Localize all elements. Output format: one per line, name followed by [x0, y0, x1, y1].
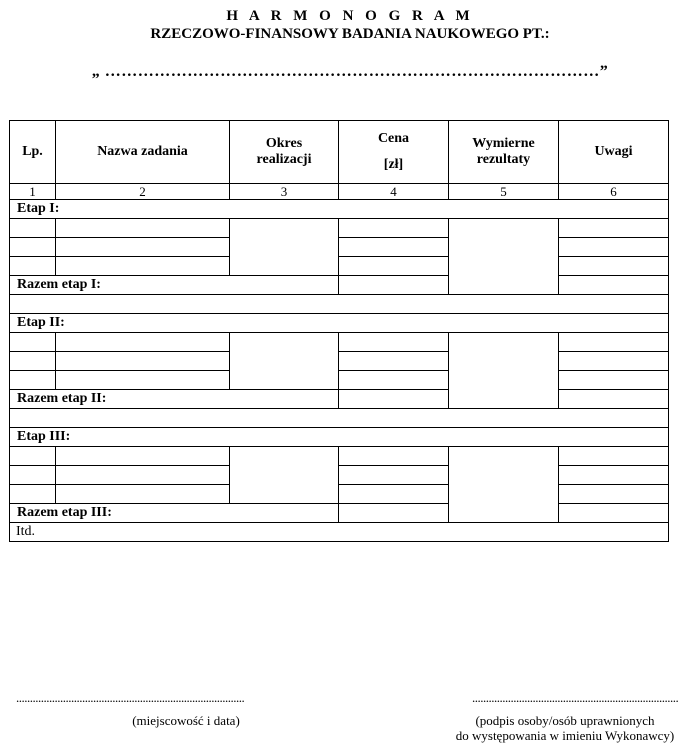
cell-uwagi[interactable]	[559, 257, 669, 276]
table-row	[10, 238, 669, 257]
column-number: 6	[559, 184, 669, 200]
column-number: 3	[230, 184, 339, 200]
cell-uwagi[interactable]	[559, 352, 669, 371]
cell-nazwa[interactable]	[56, 219, 230, 238]
table-row	[10, 485, 669, 504]
cell-uwagi[interactable]	[559, 447, 669, 466]
stage-total-cena[interactable]	[339, 504, 449, 523]
cell-nazwa[interactable]	[56, 352, 230, 371]
cell-nazwa[interactable]	[56, 371, 230, 390]
cell-uwagi[interactable]	[559, 333, 669, 352]
schedule-table	[9, 120, 669, 542]
cell-cena[interactable]	[339, 257, 449, 276]
cell-cena[interactable]	[339, 466, 449, 485]
cell-lp[interactable]	[10, 352, 56, 371]
cell-lp[interactable]	[10, 485, 56, 504]
signature-line[interactable]: ...........................................................................	[472, 690, 678, 705]
cell-uwagi[interactable]	[559, 485, 669, 504]
cell-lp[interactable]	[10, 447, 56, 466]
cell-rezultaty[interactable]	[449, 447, 559, 523]
column-header-cena	[339, 121, 449, 184]
stage-total-label: Razem etap III:	[10, 504, 339, 523]
stage-total-row	[10, 504, 669, 523]
table-row	[10, 466, 669, 485]
column-number: 1	[10, 184, 56, 200]
etc-row	[10, 523, 669, 542]
table-row	[10, 447, 669, 466]
cell-rezultaty[interactable]	[449, 333, 559, 409]
cell-lp[interactable]	[10, 333, 56, 352]
topic-placeholder: „ ………………………………………………………………………………”	[91, 63, 609, 80]
stage-label: Etap III:	[10, 428, 669, 447]
cell-cena[interactable]	[339, 352, 449, 371]
stage-total-label: Razem etap II:	[10, 390, 339, 409]
cell-nazwa[interactable]	[56, 238, 230, 257]
cell-cena[interactable]	[339, 238, 449, 257]
cell-nazwa[interactable]	[56, 447, 230, 466]
column-header-rezultaty	[449, 121, 559, 184]
stage-total-uwagi[interactable]	[559, 390, 669, 409]
spacer-cell	[10, 409, 669, 428]
cell-cena[interactable]	[339, 485, 449, 504]
spacer-row	[10, 409, 669, 428]
stage-label: Etap II:	[10, 314, 669, 333]
cell-okres[interactable]	[230, 447, 339, 504]
table-row	[10, 333, 669, 352]
stage-header-row	[10, 200, 669, 219]
cell-uwagi[interactable]	[559, 219, 669, 238]
document-subtitle: RZECZOWO-FINANSOWY BADANIA NAUKOWEGO PT.:	[150, 26, 550, 42]
cell-nazwa[interactable]	[56, 466, 230, 485]
table-row	[10, 219, 669, 238]
cell-cena[interactable]	[339, 219, 449, 238]
cell-cena[interactable]	[339, 447, 449, 466]
cell-lp[interactable]	[10, 466, 56, 485]
signature-caption-line: do występowania w imieniu Wykonawcy)	[455, 728, 675, 743]
stage-header-row	[10, 428, 669, 447]
column-header-uwagi: Uwagi	[559, 121, 669, 184]
column-header-cena-unit: [zł]	[383, 157, 404, 172]
spacer-cell	[10, 295, 669, 314]
stage-total-row	[10, 390, 669, 409]
place-date-caption: (miejscowość i data)	[132, 713, 240, 728]
table-header-row	[10, 121, 669, 184]
cell-lp[interactable]	[10, 238, 56, 257]
table-row	[10, 371, 669, 390]
column-number: 5	[449, 184, 559, 200]
stage-header-row	[10, 314, 669, 333]
stage-total-row	[10, 276, 669, 295]
cell-nazwa[interactable]	[56, 257, 230, 276]
stage-total-cena[interactable]	[339, 390, 449, 409]
column-header-okres-text: Okres realizacji	[256, 136, 312, 167]
cell-okres[interactable]	[230, 333, 339, 390]
spacer-row	[10, 295, 669, 314]
cell-rezultaty[interactable]	[449, 219, 559, 295]
place-date-line[interactable]: ...................................................................................	[16, 690, 245, 705]
cell-nazwa[interactable]	[56, 333, 230, 352]
stage-total-uwagi[interactable]	[559, 504, 669, 523]
document-title: H A R M O N O G R A M	[226, 8, 474, 24]
column-header-cena-text: Cena	[377, 131, 410, 146]
column-header-rezultaty-text: Wymierne rezultaty	[472, 136, 535, 167]
table-row	[10, 257, 669, 276]
stage-total-cena[interactable]	[339, 276, 449, 295]
column-header-okres	[230, 121, 339, 184]
cell-cena[interactable]	[339, 371, 449, 390]
stage-total-uwagi[interactable]	[559, 276, 669, 295]
cell-uwagi[interactable]	[559, 466, 669, 485]
cell-lp[interactable]	[10, 371, 56, 390]
column-header-nazwa: Nazwa zadania	[56, 121, 230, 184]
cell-okres[interactable]	[230, 219, 339, 276]
column-number: 4	[339, 184, 449, 200]
stage-total-label: Razem etap I:	[10, 276, 339, 295]
cell-lp[interactable]	[10, 219, 56, 238]
column-number-row	[10, 184, 669, 200]
table-row	[10, 352, 669, 371]
stage-label: Etap I:	[10, 200, 669, 219]
cell-uwagi[interactable]	[559, 371, 669, 390]
cell-cena[interactable]	[339, 333, 449, 352]
signature-caption-line: (podpis osoby/osób uprawnionych	[475, 713, 655, 728]
column-number: 2	[56, 184, 230, 200]
signature-caption	[440, 713, 690, 743]
cell-uwagi[interactable]	[559, 238, 669, 257]
etc-label: Itd.	[10, 523, 669, 542]
column-header-lp: Lp.	[10, 121, 56, 184]
cell-nazwa[interactable]	[56, 485, 230, 504]
cell-lp[interactable]	[10, 257, 56, 276]
